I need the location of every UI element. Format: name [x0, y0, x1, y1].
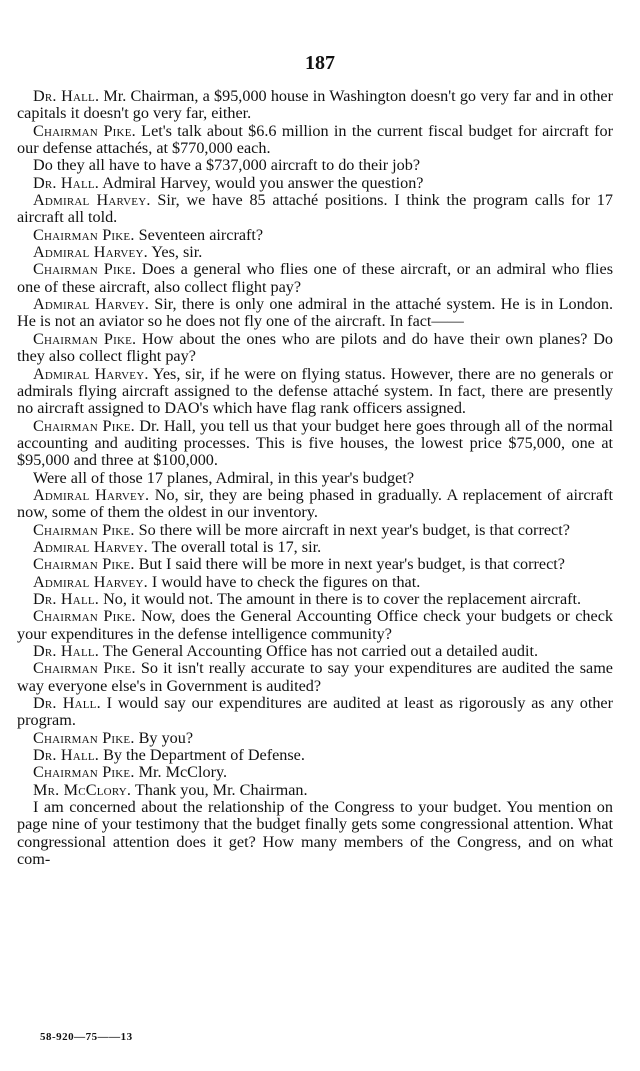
transcript-paragraph: [17, 799, 613, 868]
transcript-paragraph: [17, 747, 613, 764]
speaker-name: Chairman Pike.: [33, 763, 135, 782]
transcript-paragraph: [17, 782, 613, 799]
speaker-name: Admiral Harvey.: [33, 537, 148, 556]
speaker-name: Chairman Pike.: [33, 659, 136, 678]
paragraph-text: Seventeen aircraft?: [134, 225, 264, 244]
speaker-name: Chairman Pike.: [33, 607, 136, 626]
transcript-paragraph: [17, 331, 613, 366]
speaker-name: Admiral Harvey.: [33, 364, 149, 383]
page-footer-code: 58-920—75——13: [40, 1031, 133, 1043]
transcript-paragraph: [17, 175, 613, 192]
page-number: 187: [305, 52, 335, 74]
transcript-paragraph: [17, 261, 613, 296]
transcript-paragraph: [17, 123, 613, 158]
paragraph-text: Were all of those 17 planes, Admiral, in this year's budget?: [33, 468, 415, 487]
paragraph-text: The General Accounting Office has not carried out a detailed audit.: [99, 642, 539, 660]
speaker-name: Chairman Pike.: [33, 121, 136, 140]
transcript-paragraph: [17, 522, 613, 539]
speaker-name: Mr. McClory.: [33, 780, 132, 799]
speaker-name: Admiral Harvey.: [33, 243, 148, 262]
speaker-name: Admiral Harvey.: [33, 295, 150, 314]
speaker-name: Chairman Pike.: [33, 520, 135, 539]
paragraph-text: Does a general who flies one of these aircraft, or an admiral who flies one of these aircraft, also collect flight pay?: [17, 260, 614, 296]
paragraph-text: I would say our expenditures are audited at least as rigorously as any other program.: [17, 694, 613, 730]
speaker-name: Chairman Pike.: [33, 555, 135, 574]
transcript-paragraph: [17, 244, 613, 261]
transcript-paragraph: [17, 539, 613, 556]
paragraph-text: Do they all have to have a $737,000 aircraft to do their job?: [33, 156, 421, 175]
transcript-paragraph: [17, 192, 613, 227]
transcript-paragraph: [17, 157, 613, 174]
paragraph-text: Sir, we have 85 attaché positions. I think the program calls for 17 aircraft all told.: [17, 191, 613, 227]
paragraph-text: Mr. Chairman, a $95,000 house in Washington doesn't go very far and in other capitals it doesn't go very far, either.: [17, 87, 613, 123]
paragraph-text: Sir, there is only one admiral in the attaché system. He is in London. He is not an aviator so he does not fly one of the aircraft. In fact——: [17, 295, 613, 331]
transcript-paragraph: [17, 366, 613, 418]
speaker-name: Dr. Hall.: [33, 589, 100, 608]
paragraph-text: I would have to check the figures on that.: [147, 572, 421, 591]
speaker-name: Chairman Pike.: [33, 329, 137, 348]
paragraph-text: Let's talk about $6.6 million in the current fiscal budget for aircraft for our defense attachés, at $770,000 each.: [17, 121, 614, 158]
paragraph-text: Yes, sir.: [147, 243, 203, 262]
speaker-name: Dr. Hall.: [33, 694, 101, 713]
paragraph-text: How about the ones who are pilots and do have their own planes? Do they also collect flight pay?: [17, 329, 614, 366]
speaker-name: Chairman Pike.: [33, 728, 135, 747]
speaker-name: Dr. Hall.: [33, 746, 100, 765]
paragraph-text: The overall total is 17, sir.: [147, 537, 322, 556]
paragraph-text: By the Department of Defense.: [99, 746, 305, 765]
paragraph-text: By you?: [134, 728, 194, 747]
paragraph-text: No, it would not. The amount in there is to cover the replacement aircraft.: [99, 589, 582, 608]
speaker-name: Dr. Hall.: [33, 87, 100, 105]
transcript-paragraph: [17, 487, 613, 522]
transcript-paragraph: [17, 296, 613, 331]
paragraph-text: No, sir, they are being phased in gradually. A replacement of aircraft now, some of them the oldest in our inventory.: [17, 485, 613, 522]
transcript-paragraph: [17, 608, 613, 643]
speaker-name: Dr. Hall.: [33, 642, 100, 660]
transcript-paragraph: [17, 730, 613, 747]
speaker-name: Dr. Hall.: [33, 173, 100, 192]
transcript-paragraph: [17, 227, 613, 244]
paragraph-text: Yes, sir, if he were on flying status. However, there are no generals or admirals flying aircraft assigned to the defense attaché system. In fact, there are presently no aircraft assigned to DAO's which have flag rank officers assigned.: [17, 364, 613, 418]
speaker-name: Chairman Pike.: [33, 260, 137, 279]
transcript-paragraph: [17, 591, 613, 608]
transcript-paragraph: [17, 574, 613, 591]
paragraph-text: Mr. McClory.: [134, 763, 228, 782]
speaker-name: Chairman Pike.: [33, 416, 135, 435]
paragraph-text: I am concerned about the relationship of the Congress to your budget. You mention on page nine of your testimony that the budget finally gets some congressional attention. What congressional attention does it get? How many members of the Congress, and on what com-: [17, 798, 613, 869]
transcript-paragraph: [17, 643, 613, 660]
paragraph-text: Dr. Hall, you tell us that your budget here goes through all of the normal accounting and auditing processes. This is five houses, the lowest price $75,000, one at $95,000 and three at $100,000.: [17, 416, 613, 470]
transcript-paragraph: [17, 418, 613, 470]
transcript-paragraph: [17, 470, 613, 487]
speaker-name: Admiral Harvey.: [33, 191, 151, 210]
paragraph-text: Admiral Harvey, would you answer the question?: [99, 173, 424, 192]
transcript-paragraph: [17, 88, 613, 123]
paragraph-text: Now, does the General Accounting Office check your budgets or check your expenditures in the defense intelligence community?: [17, 607, 613, 643]
transcript-paragraph: [17, 695, 613, 730]
transcript-paragraph: [17, 764, 613, 781]
speaker-name: Chairman Pike.: [33, 225, 135, 244]
paragraph-text: Thank you, Mr. Chairman.: [131, 780, 308, 799]
speaker-name: Admiral Harvey.: [33, 572, 148, 591]
transcript-paragraph: [17, 556, 613, 573]
transcript-paragraph: [17, 660, 613, 695]
paragraph-text: So it isn't really accurate to say your expenditures are audited the same way everyone else's in Government is audited?: [17, 659, 613, 695]
transcript-body: [17, 88, 613, 868]
speaker-name: Admiral Harvey.: [33, 485, 150, 504]
paragraph-text: So there will be more aircraft in next year's budget, is that correct?: [134, 520, 570, 539]
paragraph-text: But I said there will be more in next year's budget, is that correct?: [134, 555, 565, 574]
